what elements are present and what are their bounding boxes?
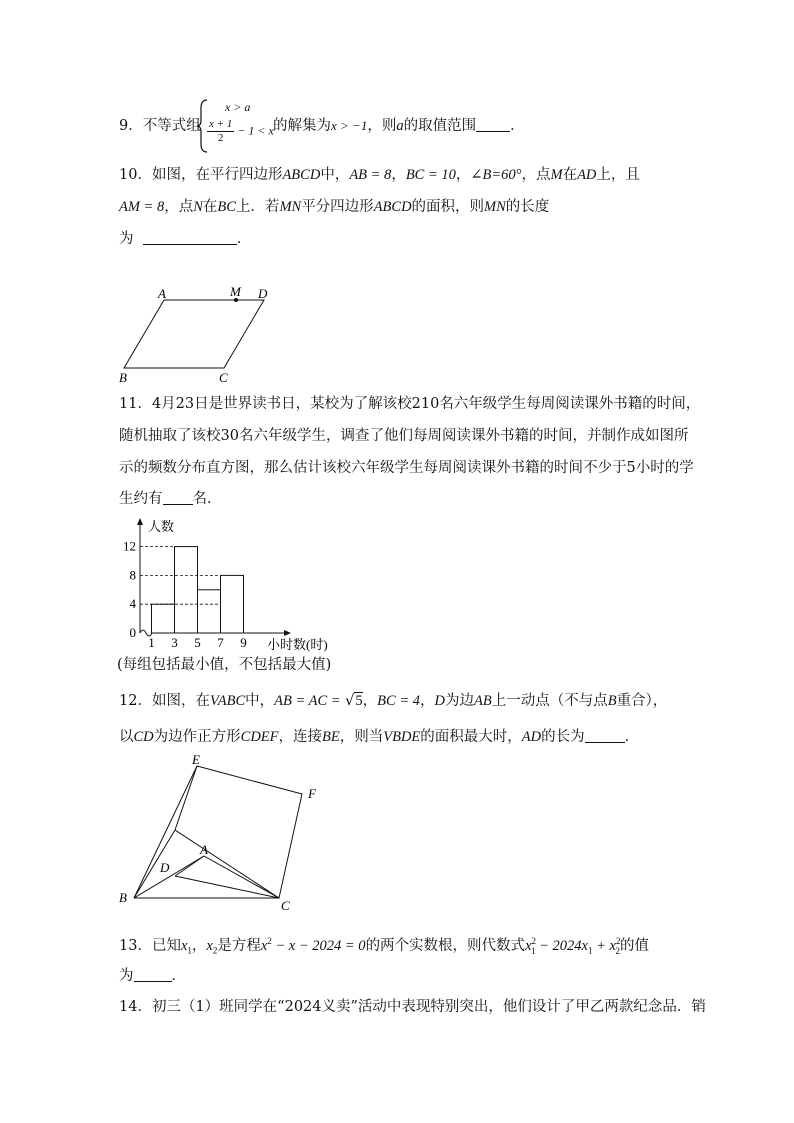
- label-b: B: [119, 890, 127, 905]
- label-a: A: [200, 842, 208, 857]
- x-tick-label-7: 7: [217, 635, 224, 650]
- y-tick-label-0: 0: [129, 625, 136, 640]
- label-m: M: [230, 284, 241, 299]
- worksheet-page: 9．不等式组 x > a $\frac{x + 1}{2}$ − 1 < x 的解集为x > −1，则a的取值范围 ． 10．如图，在平行四边形ABCD中，AB = 8，BC = 10，∠B=60°，点M在AD上，且 AM = 8，点N在BC上．若MN平分四边形ABCD的面积，则MN的长度 为 ． A M D B C 11．4月23日是世界读书日，某校为了解该校210名六年级学生每周阅读课外书籍的时间， 随机抽取了该校30名六年级学生，调查了他们每周阅读课外书籍的时间，并制作成如图所 示的频数分布直方图，那么估计该校六年级学生每周阅读课外书籍的时间不少于5小时的学 生约有 名． 人数 小时数(时) 0 4 8 12 1 3 5 7 9 (每组包括最小值，不包括最大值) 12．如图，在VABC中，AB = AC = √5，BC = 4，D为边AB上一动点（不与点B重合）， 以CD为边作正方形CDEF，连接BE，则当VBDE的面积最大时，AD的长为 ． E F A D B C 13．已知$x_1$，$x_2$是方程$x^2 - x - 2024 = 0$的两个实数根，则代数式$x^2_1 - 2024x_1 + x^2_2$的值 为 ． 14．初三（1）班同学在“2024义卖”活动中表现特别突出，他们设计了甲乙两款纪念品．销: [0, 0, 794, 1123]
- y-tick-label-8: 8: [129, 567, 136, 583]
- label-d: D: [258, 286, 268, 301]
- x-tick-label-9: 9: [240, 635, 247, 650]
- x-axis-arrow: [284, 630, 291, 636]
- q11-answer-blank[interactable]: [163, 490, 193, 505]
- label-a: A: [158, 286, 166, 301]
- q12-square-figure: [112, 752, 332, 914]
- y-tick-label-4: 4: [129, 596, 136, 612]
- q13-answer-blank[interactable]: [134, 967, 172, 982]
- square-cdef: [175, 766, 302, 898]
- histogram-bar-1: [152, 604, 175, 633]
- histogram-bar-3: [198, 590, 221, 633]
- x-tick-label-3: 3: [171, 635, 178, 650]
- label-c: C: [281, 898, 290, 913]
- y-axis-arrow: [137, 518, 143, 525]
- q9-inequality-2: $\frac{x + 1}{2}$ − 1 < x: [209, 118, 274, 144]
- segment-ac: [204, 856, 279, 898]
- y-axis-label: 人数: [148, 519, 175, 534]
- q9-answer-blank[interactable]: [476, 117, 510, 132]
- label-d: D: [160, 860, 170, 875]
- q12-answer-blank[interactable]: [585, 728, 625, 743]
- q10-parallelogram-figure: [112, 282, 282, 387]
- label-b: B: [119, 370, 127, 385]
- q9-solution: x > −1: [331, 118, 368, 133]
- x-tick-label-5: 5: [194, 635, 201, 650]
- x-axis-label: 小时数(时): [267, 637, 328, 652]
- segment-da: [175, 856, 204, 876]
- label-c: C: [219, 370, 228, 385]
- label-e: E: [192, 752, 200, 767]
- q11-note: (每组包括最小值，不包括最大值): [117, 657, 332, 673]
- q9-text: 不等式组: [142, 118, 201, 134]
- segment-dc: [175, 876, 279, 898]
- q9-fraction: $\frac{x + 1}{2}$: [209, 118, 233, 144]
- parallelogram-abcd: [124, 300, 264, 368]
- label-f: F: [308, 786, 316, 801]
- q9-inequality-1: x > a: [225, 100, 251, 114]
- x-tick-label-1: 1: [148, 635, 155, 650]
- histogram-bar-4: [221, 575, 244, 633]
- y-tick-label-12: 12: [123, 538, 136, 554]
- q11-histogram: [112, 515, 352, 655]
- q10-answer-blank[interactable]: [143, 230, 237, 245]
- q9-number: 9．: [119, 118, 143, 134]
- histogram-bar-2: [175, 547, 198, 633]
